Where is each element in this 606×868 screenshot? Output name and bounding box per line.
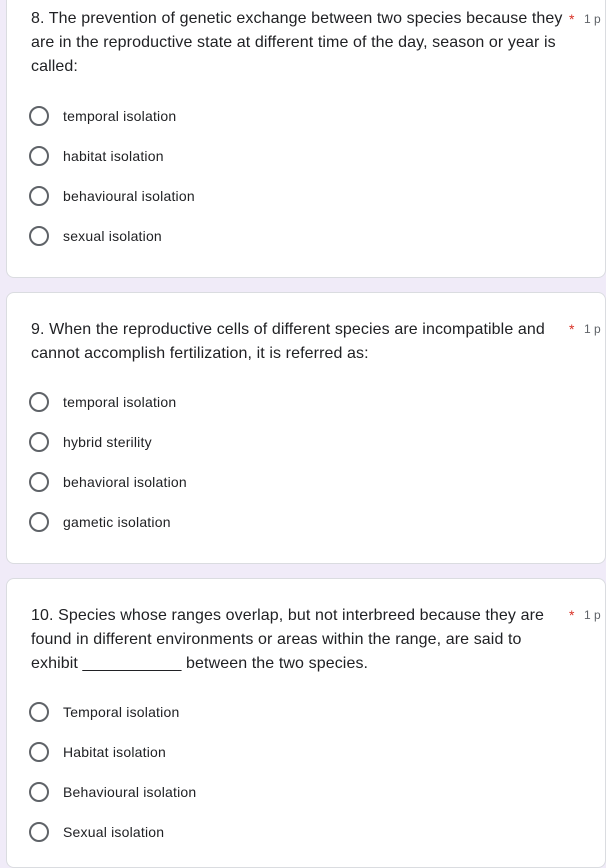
question-text: 10. Species whose ranges overlap, but not interbreed because they are found in different environments or areas within the range, are said to exhibit ___________ between the two species.	[31, 607, 545, 672]
option-behavioural-isolation[interactable]	[29, 184, 195, 208]
option-label: Behavioural isolation	[63, 784, 197, 800]
option-label: behavioural isolation	[63, 188, 195, 204]
option-label: behavioral isolation	[63, 474, 187, 490]
radio-button[interactable]	[29, 146, 49, 166]
radio-button[interactable]	[29, 106, 49, 126]
radio-button[interactable]	[29, 512, 49, 532]
question-card-9	[6, 292, 606, 564]
option-label: temporal isolation	[63, 394, 177, 410]
option-behavioral-isolation[interactable]	[29, 470, 187, 494]
radio-button[interactable]	[29, 702, 49, 722]
option-hybrid-sterility[interactable]	[29, 430, 152, 454]
option-temporal-isolation[interactable]	[29, 104, 176, 128]
required-asterisk: *	[569, 11, 575, 27]
radio-button[interactable]	[29, 186, 49, 206]
required-asterisk: *	[569, 321, 575, 337]
option-sexual-isolation[interactable]	[29, 820, 164, 844]
points-label: 1 p	[584, 608, 601, 622]
option-habitat-isolation[interactable]	[29, 740, 166, 764]
option-behavioural-isolation[interactable]	[29, 780, 196, 804]
option-label: Sexual isolation	[63, 824, 165, 840]
option-label: Temporal isolation	[63, 704, 180, 720]
radio-button[interactable]	[29, 432, 49, 452]
option-label: Habitat isolation	[63, 744, 167, 760]
points-label: 1 p	[584, 12, 601, 26]
required-asterisk: *	[569, 607, 575, 623]
question-card-10	[6, 578, 606, 868]
option-label: hybrid sterility	[63, 434, 152, 450]
option-label: temporal isolation	[63, 108, 177, 124]
radio-button[interactable]	[29, 226, 49, 246]
question-text: 8. The prevention of genetic exchange between two species because they are in the reproductive state at different time of the day, season or year is called:	[31, 10, 563, 75]
question-card-8	[6, 0, 606, 278]
radio-button[interactable]	[29, 472, 49, 492]
option-label: sexual isolation	[63, 228, 162, 244]
question-text: 9. When the reproductive cells of different species are incompatible and cannot accomplish fertilization, it is referred as:	[31, 321, 545, 362]
option-sexual-isolation[interactable]	[29, 224, 162, 248]
option-habitat-isolation[interactable]	[29, 144, 164, 168]
radio-button[interactable]	[29, 742, 49, 762]
option-temporal-isolation[interactable]	[29, 390, 176, 414]
option-label: gametic isolation	[63, 514, 171, 530]
option-temporal-isolation[interactable]	[29, 700, 179, 724]
points-label: 1 p	[584, 322, 601, 336]
option-gametic-isolation[interactable]	[29, 510, 171, 534]
radio-button[interactable]	[29, 782, 49, 802]
radio-button[interactable]	[29, 822, 49, 842]
option-label: habitat isolation	[63, 148, 164, 164]
radio-button[interactable]	[29, 392, 49, 412]
